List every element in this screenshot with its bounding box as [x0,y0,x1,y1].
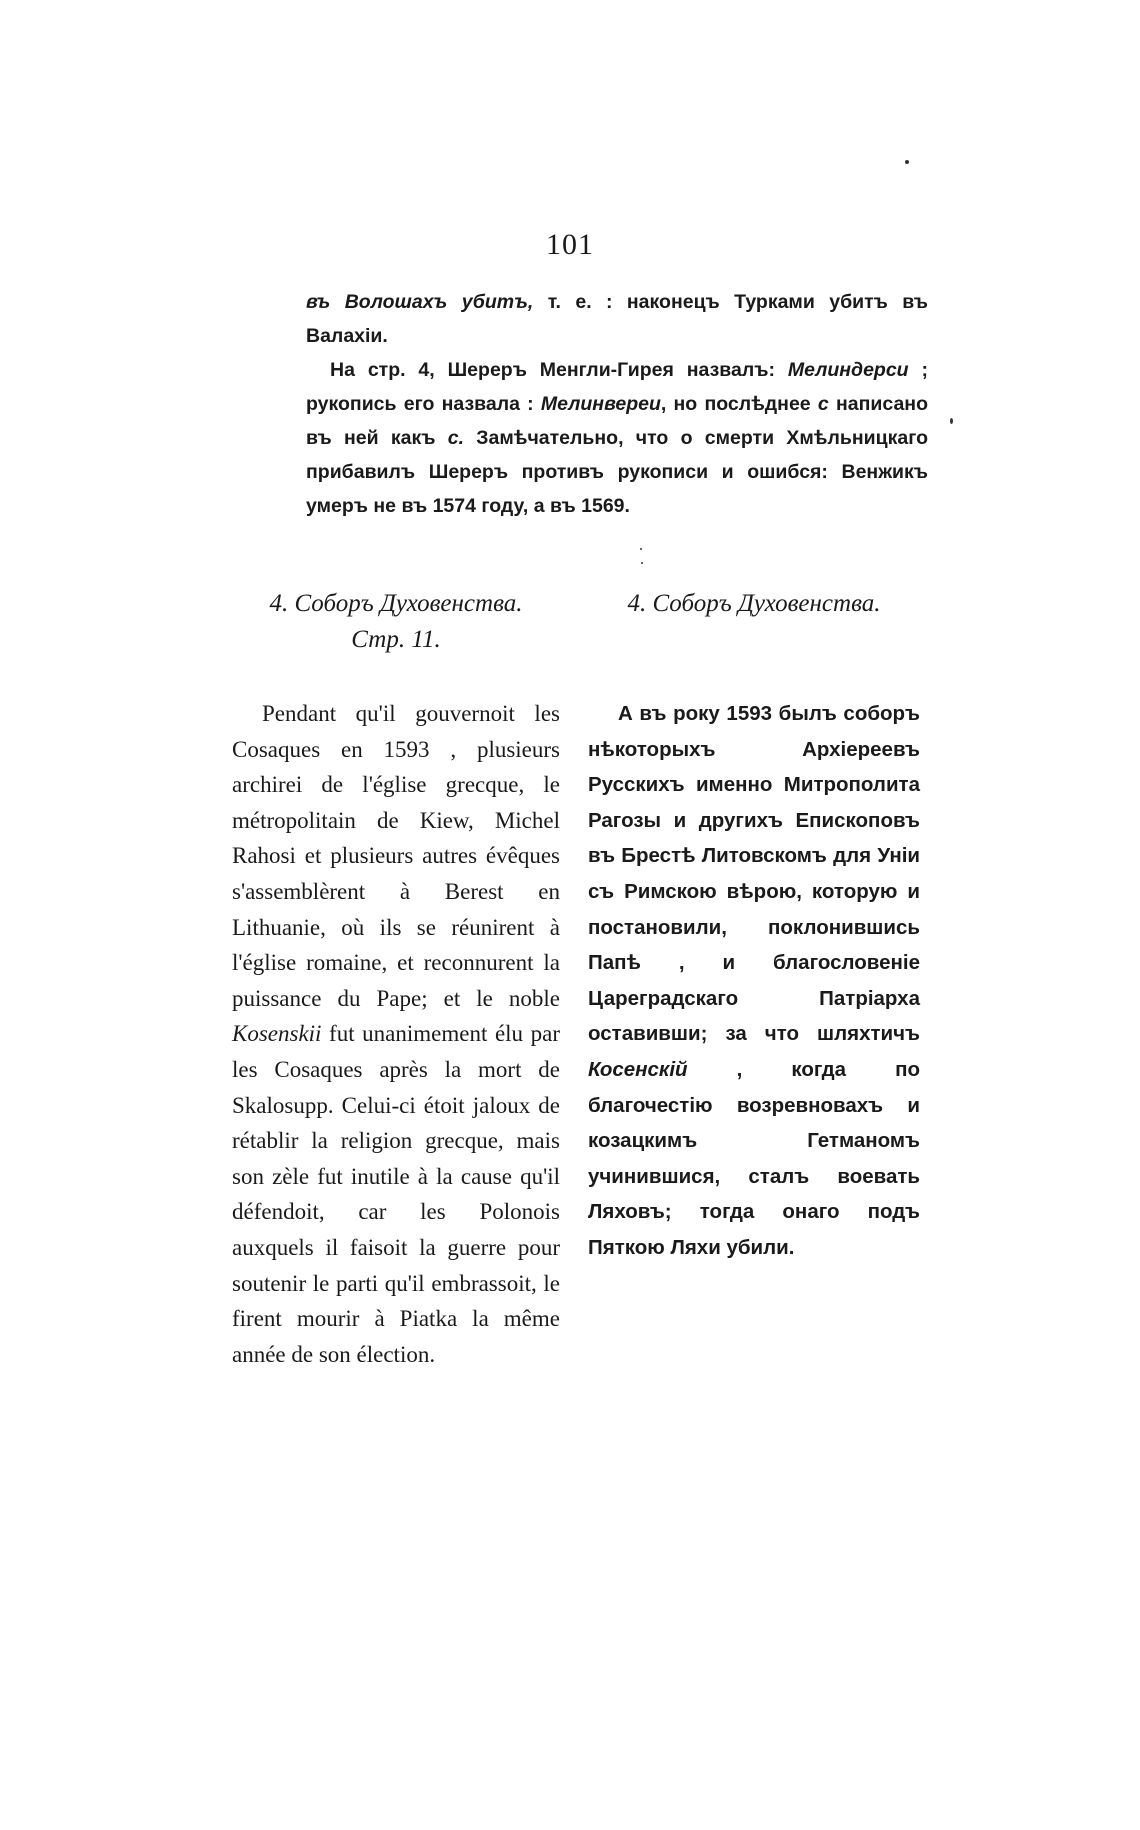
paragraph-text: , когда по благочестiю возревновахъ и козацкимъ Гетманомъ учинившися, сталъ воевать Ляховъ; тогда онаго подъ Пяткою Ляхи убили. [588,1057,920,1259]
paragraph-italic: Косенскiй [588,1057,688,1081]
scan-speck [641,562,643,564]
russian-paragraph [588,696,920,1266]
note-italic: въ Волошахъ убитъ, [306,291,534,313]
paragraph-text: А въ року 1593 былъ соборъ нѣкоторыхъ Архiереевъ Русскихъ именно Митрополита Рагозы и другихъ Епископовъ въ Брестѣ Литовскомъ для Унiи съ Римскою вѣрою, которую и постановили, поклонившись Папѣ , и благословенiе Цареградскаго Патрiарха оставивши; за что шляхтичъ [588,702,920,1046]
russian-column [588,586,920,1266]
note-italic: Мелиндерси [787,359,909,381]
paragraph-text: Pendant qu'il gouvernoit les Cosaques en 1593 , plusieurs archirei de l'église grecque, le métropolitain de Kiew, Michel Rahosi et plusieurs autres évêques s'assemblèrent à Berest en Lithuanie, où ils se réunirent à l'église romaine, et reconnurent la puissance du Pape; et le noble [232,701,560,1011]
paragraph-italic: Kosenskii [232,1021,322,1047]
note-text: т. е. : наконецъ Турками убитъ въ Валахiи. [306,291,928,347]
section-page-ref: Стр. 11. [351,626,441,653]
scan-speck [905,160,909,164]
french-paragraph [232,696,560,1372]
page-number: 101 [546,228,594,261]
russian-column-heading [588,586,920,622]
paragraph-text: fut unanimement élu par les Cosaques après la mort de Skalosupp. Celui-ci étoit jaloux de rétablir la religion grecque, mais son zèle fut inutile à la cause qu'il défendoit, car les Polonois auxquels il faisoit la guerre pour soutenir le parti qu'il embrassoit, le firent mourir à Piatka la même année de son élection. [232,1021,560,1367]
section-title: 4. Соборъ Духовенства. [269,590,523,617]
section-title: 4. Соборъ Духовенства. [627,590,881,617]
note-paragraph-2 [306,353,928,523]
footnote-block [306,285,928,523]
french-column [232,586,560,1372]
note-italic: с [817,393,829,415]
note-italic: с. [447,427,464,449]
note-paragraph-1 [306,285,928,353]
french-column-heading [232,586,560,658]
note-text: ; рукопись его назвала : [306,359,928,415]
scan-speck [950,418,953,424]
scan-speck [640,548,642,550]
note-text: Замѣчательно, что о смерти Хмѣльницкаго прибавилъ Шереръ противъ рукописи и ошибся: Венжикъ умеръ не въ 1574 году, а въ 1569. [306,427,928,517]
note-text: написано въ ней какъ [306,393,928,449]
note-text: На стр. 4, Шереръ Менгли-Гирея назвалъ: [330,359,788,381]
note-text: , но послѣднее [660,393,818,415]
note-italic: Мелинвереи [540,393,661,415]
